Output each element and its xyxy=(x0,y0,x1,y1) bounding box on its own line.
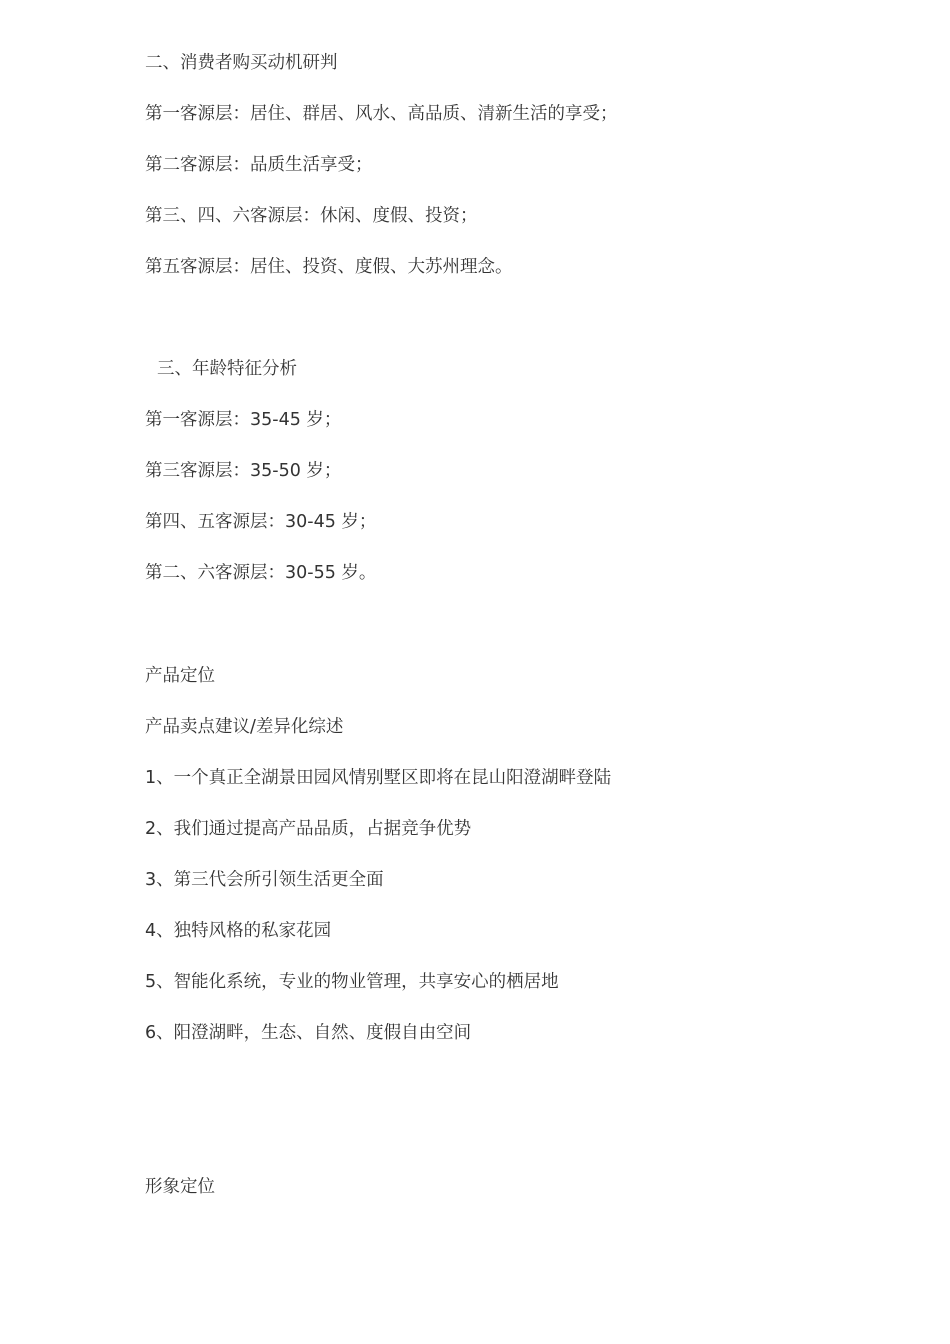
section-heading-motivation: 二、消费者购买动机研判 xyxy=(145,53,338,73)
product-item: 5、智能化系统，专业的物业管理，共享安心的栖居地 xyxy=(145,972,559,992)
motivation-item: 第五客源层：居住、投资、度假、大苏州理念。 xyxy=(145,257,513,277)
section-subheading-product: 产品卖点建议/差异化综述 xyxy=(145,717,344,737)
product-item: 2、我们通过提高产品品质，占据竞争优势 xyxy=(145,819,472,839)
motivation-item: 第二客源层：品质生活享受； xyxy=(145,155,373,175)
section-heading-image: 形象定位 xyxy=(145,1177,215,1197)
product-item: 3、第三代会所引领生活更全面 xyxy=(145,870,384,890)
age-item: 第二、六客源层：30-55 岁。 xyxy=(145,563,377,583)
section-heading-product: 产品定位 xyxy=(145,666,215,686)
product-item: 1、一个真正全湖景田园风情别墅区即将在昆山阳澄湖畔登陆 xyxy=(145,768,612,788)
age-item: 第三客源层：35-50 岁； xyxy=(145,461,342,481)
age-item: 第一客源层：35-45 岁； xyxy=(145,410,342,430)
motivation-item: 第一客源层：居住、群居、风水、高品质、清新生活的享受； xyxy=(145,104,618,124)
product-item: 4、独特风格的私家花园 xyxy=(145,921,332,941)
motivation-item: 第三、四、六客源层：休闲、度假、投资； xyxy=(145,206,478,226)
age-item: 第四、五客源层：30-45 岁； xyxy=(145,512,377,532)
section-heading-age: 三、年龄特征分析 xyxy=(157,359,297,379)
product-item: 6、阳澄湖畔，生态、自然、度假自由空间 xyxy=(145,1023,472,1043)
